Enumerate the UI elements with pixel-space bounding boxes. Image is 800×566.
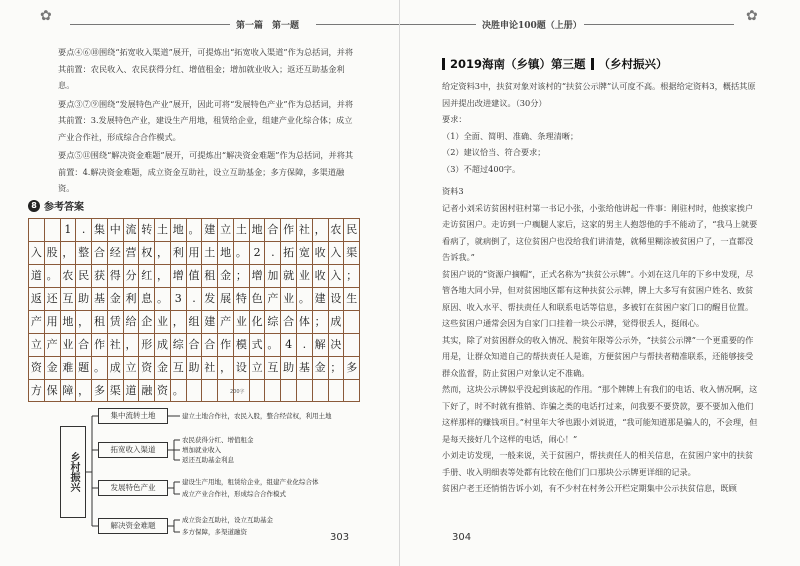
analysis-text bbox=[58, 44, 360, 197]
answer-grid-cell: 社 bbox=[297, 219, 313, 241]
mind-map-root: 乡村振兴 bbox=[60, 426, 86, 518]
answer-grid-cell: 渠 bbox=[108, 380, 124, 401]
answer-grid-cell: 组 bbox=[187, 311, 203, 333]
answer-grid-cell: 收 bbox=[313, 242, 329, 264]
flower-ornament-icon: ✿ bbox=[746, 8, 758, 24]
right-header-title: 决胜申论100题（上册） bbox=[482, 21, 582, 31]
answer-grid-cell: 用 bbox=[45, 311, 61, 333]
answer-grid-cell: 金 bbox=[313, 357, 329, 379]
answer-grid-cell: 业 bbox=[281, 288, 297, 310]
answer-grid-cell: 。 bbox=[234, 242, 250, 264]
answer-grid-cell: 互 bbox=[265, 357, 281, 379]
answer-grid-cell: 。 bbox=[92, 357, 108, 379]
answer-grid-cell: 化 bbox=[250, 311, 266, 333]
answer-grid-cell: 金 bbox=[218, 265, 234, 287]
left-page-number: 303 bbox=[330, 532, 350, 543]
answer-grid-cell: 。 bbox=[45, 265, 61, 287]
answer-grid-cell: 。 bbox=[265, 334, 281, 356]
answer-grid-cell: ， bbox=[76, 311, 92, 333]
answer-grid-cell: 合 bbox=[76, 334, 92, 356]
answer-grid-cell: 增 bbox=[171, 265, 187, 287]
answer-grid-cell: 入 bbox=[329, 265, 345, 287]
answer-grid-cell: 作 bbox=[92, 334, 108, 356]
answer-grid-cell: ， bbox=[313, 219, 329, 241]
answer-title: 参考答案 bbox=[44, 202, 84, 213]
answer-grid-cell: 利 bbox=[171, 242, 187, 264]
answer-grid-cell: ； bbox=[234, 265, 250, 287]
requirement-item: （3）不超过400字。 bbox=[442, 163, 521, 174]
answer-grid-cell: 息 bbox=[139, 288, 155, 310]
answer-grid-cell: ； bbox=[344, 265, 360, 287]
title-bar-icon bbox=[442, 58, 445, 70]
answer-grid-cell: 股 bbox=[45, 242, 61, 264]
answer-grid-cell bbox=[45, 219, 61, 241]
answer-grid-row bbox=[28, 310, 360, 333]
question-title-tag: （乡村振兴） bbox=[598, 57, 668, 71]
answer-grid-cell: ， bbox=[124, 334, 140, 356]
answer-grid-cell: . bbox=[297, 334, 313, 356]
mind-map-branch: 拓宽收入渠道 bbox=[98, 442, 168, 458]
answer-grid-cell: 民 bbox=[344, 219, 360, 241]
answer-grid-cell: 农 bbox=[329, 219, 345, 241]
answer-grid-cell: ； bbox=[313, 311, 329, 333]
mind-map-detail: 建立土地合作社，农民入股，整合经营权，利用土地 bbox=[182, 412, 332, 420]
answer-grid-cell: 色 bbox=[250, 288, 266, 310]
right-page-number: 304 bbox=[452, 532, 472, 543]
answer-grid-cell: 中 bbox=[108, 219, 124, 241]
material-label: 资料3 bbox=[442, 186, 464, 196]
right-header bbox=[400, 16, 800, 32]
answer-grid-cell: 作 bbox=[218, 334, 234, 356]
answer-grid-cell: 民 bbox=[76, 265, 92, 287]
answer-grid-cell: 作 bbox=[281, 219, 297, 241]
answer-grid-cell: 助 bbox=[76, 288, 92, 310]
right-page bbox=[400, 0, 800, 566]
answer-grid-cell: 土 bbox=[234, 219, 250, 241]
word-count-mark: 200字 bbox=[230, 389, 245, 395]
answer-grid-cell: 1 bbox=[61, 219, 77, 241]
answer-grid-cell bbox=[29, 219, 45, 241]
requirement-item: （2）建议恰当、符合要求； bbox=[442, 147, 546, 157]
answer-grid-row bbox=[28, 241, 360, 264]
answer-grid-cell: 值 bbox=[187, 265, 203, 287]
answer-grid-cell: 立 bbox=[250, 357, 266, 379]
answer-grid-row bbox=[28, 218, 360, 241]
answer-grid-cell: 融 bbox=[139, 380, 155, 401]
answer-grid-cell: 红 bbox=[139, 265, 155, 287]
answer-grid-cell: 权 bbox=[139, 242, 155, 264]
question-title-text: 2019海南（乡镇）第三题 bbox=[450, 57, 586, 71]
answer-grid-cell: 合 bbox=[281, 311, 297, 333]
answer-grid-cell: 立 bbox=[124, 357, 140, 379]
answer-grid-cell: ， bbox=[218, 357, 234, 379]
answer-grid-cell: ， bbox=[61, 242, 77, 264]
answer-grid-cell: 产 bbox=[265, 288, 281, 310]
answer-grid-cell: 业 bbox=[234, 311, 250, 333]
answer-grid-cell: 合 bbox=[92, 242, 108, 264]
answer-grid-cell: 决 bbox=[329, 334, 345, 356]
answer-grid-cell bbox=[344, 311, 360, 333]
answer-grid-cell: 式 bbox=[250, 334, 266, 356]
answer-grid-cell: 地 bbox=[218, 242, 234, 264]
answer-grid-cell: 地 bbox=[171, 219, 187, 241]
answer-grid-cell: 。 bbox=[171, 380, 187, 401]
answer-grid-cell: 渠 bbox=[344, 242, 360, 264]
answer-grid-cell: 方 bbox=[29, 380, 45, 401]
answer-grid-cell: 就 bbox=[281, 265, 297, 287]
answer-grid-cell: 业 bbox=[61, 334, 77, 356]
answer-grid-cell: 生 bbox=[344, 288, 360, 310]
answer-grid-cell: 立 bbox=[218, 219, 234, 241]
answer-grid-cell: 多 bbox=[92, 380, 108, 401]
answer-grid-cell: 展 bbox=[218, 288, 234, 310]
answer-grid-cell: 助 bbox=[281, 357, 297, 379]
answer-grid-cell: 集 bbox=[92, 219, 108, 241]
answer-grid-cell: ， bbox=[155, 242, 171, 264]
mind-map bbox=[60, 398, 360, 538]
answer-grid-cell: ， bbox=[155, 265, 171, 287]
answer-grid-cell: 解 bbox=[313, 334, 329, 356]
material-paragraph: 然而，这块公示牌似乎没起到该起的作用。“那个牌牌上有我们的电话、收入情况啊，这下好了，时不时就有推销、诈骗之类的电话打过来，问我要不要贷款，要不要加入他们这样那样的赚钱项目。”村里年大爷也跟小刘说道，“我可能知道那是骗人的，不会理，但是每天接好几个这样的电话，闹心！” bbox=[442, 384, 758, 444]
answer-grid-cell: 入 bbox=[29, 242, 45, 264]
material-paragraph: 记者小刘采访贫困村驻村第一书记小张，小张给他讲起一件事：刚驻村时，他挨家挨户走访贫困户。走访到一户瘸腿人家后，这家的男主人抱怨他的手不能动了，“我马上就要看病了，就病倒了，这位贫困户也没给我们讲清楚，就稀里糊涂被贫困户了，一直都没告诉我。” bbox=[442, 202, 758, 262]
answer-grid-cell: 。 bbox=[155, 288, 171, 310]
answer-grid-cell: 营 bbox=[124, 242, 140, 264]
answer-grid-cell: 特 bbox=[234, 288, 250, 310]
left-header-title: 第一篇 第一题 bbox=[236, 21, 300, 31]
answer-grid-cell: 成 bbox=[155, 334, 171, 356]
answer-number-badge: 8 bbox=[28, 200, 40, 212]
answer-grid-cell: 基 bbox=[297, 357, 313, 379]
answer-grid-cell: 租 bbox=[202, 265, 218, 287]
answer-grid-cell: ， bbox=[171, 311, 187, 333]
analysis-paragraph: 要点⑤⑪围绕“解决资金难题”展开，可提炼出“解决资金难题”作为总括词，并将其前置：4.解决资金难题，成立资金互助社，设立互助基金；多方保障，多渠道融资。 bbox=[58, 150, 354, 193]
answer-grid-cell: 保 bbox=[45, 380, 61, 401]
answer-grid-cell: 金 bbox=[155, 357, 171, 379]
answer-grid-cell: 租 bbox=[92, 311, 108, 333]
question-text bbox=[442, 78, 760, 497]
answer-grid-cell: 获 bbox=[92, 265, 108, 287]
flower-ornament-icon: ✿ bbox=[40, 8, 52, 24]
answer-grid-cell: 转 bbox=[139, 219, 155, 241]
analysis-paragraph: 要点④⑥⑩围绕“拓宽收入渠道”展开，可提炼出“拓宽收入渠道”作为总括词，并将其前置：农民收入、农民获得分红、增值租金；增加就业收入；返还互助基金利息。 bbox=[58, 47, 354, 90]
mind-map-detail: 农民获得分红、增值租金 增加就业收入 返还互助基金利息 bbox=[182, 436, 254, 464]
answer-grid-cell: 。 bbox=[297, 288, 313, 310]
answer-grid bbox=[28, 218, 360, 402]
answer-grid-cell: 利 bbox=[124, 288, 140, 310]
requirements-label: 要求： bbox=[442, 114, 467, 124]
answer-grid-cell: 设 bbox=[329, 288, 345, 310]
answer-grid-cell: 社 bbox=[108, 334, 124, 356]
answer-grid-row bbox=[28, 356, 360, 379]
answer-grid-cell: 分 bbox=[124, 265, 140, 287]
analysis-paragraph: 要点③⑦⑨围绕“发展特色产业”展开，因此可将“发展特色产业”作为总括词，并将其前置：3.发展特色产业，建设生产用地，租赁给企业，组建产业化综合体；成立产业合作社，形成综合合作模式。 bbox=[58, 98, 354, 142]
answer-grid-cell: 道 bbox=[29, 265, 45, 287]
answer-grid-cell: . bbox=[76, 219, 92, 241]
answer-grid-cell: 难 bbox=[61, 357, 77, 379]
answer-grid-cell: 形 bbox=[139, 334, 155, 356]
answer-grid-cell: 宽 bbox=[297, 242, 313, 264]
answer-grid-cell: 赁 bbox=[108, 311, 124, 333]
answer-grid-cell: 助 bbox=[187, 357, 203, 379]
answer-grid-cell: 立 bbox=[29, 334, 45, 356]
answer-grid-cell: 加 bbox=[265, 265, 281, 287]
answer-grid-cell: 得 bbox=[108, 265, 124, 287]
answer-grid-cell: 合 bbox=[187, 334, 203, 356]
material-paragraph: 贫困户说的“资源户摘帽”，正式名称为“扶贫公示牌”。小刘在这几年的下乡中发现，尽管各地大同小异，但对贫困地区都有这种扶贫公示牌，牌上大多写有贫困户姓名、致贫原因、收入水平、帮扶责任人和联系电话等信息，多被钉在贫困户家门口的醒目位置。这些贫困户通常会因为自家门口挂着一块公示牌，觉得很丢人，挺闹心。 bbox=[442, 268, 754, 328]
answer-grid-cell: 合 bbox=[202, 334, 218, 356]
answer-grid-cell: 建 bbox=[202, 311, 218, 333]
answer-grid-cell: 入 bbox=[329, 242, 345, 264]
answer-grid-cell: 金 bbox=[45, 357, 61, 379]
answer-grid-cell: 资 bbox=[29, 357, 45, 379]
answer-grid-cell: 返 bbox=[29, 288, 45, 310]
answer-section-title bbox=[28, 198, 84, 213]
answer-grid-cell: 收 bbox=[313, 265, 329, 287]
answer-grid-cell: 社 bbox=[202, 357, 218, 379]
answer-grid-cell: 增 bbox=[250, 265, 266, 287]
answer-grid-cell: 多 bbox=[344, 357, 360, 379]
mind-map-branch: 集中流转土地 bbox=[98, 408, 168, 424]
question-title bbox=[442, 56, 668, 72]
answer-grid-cell: 综 bbox=[265, 311, 281, 333]
answer-grid-cell: 设 bbox=[234, 357, 250, 379]
answer-grid-row bbox=[28, 333, 360, 356]
answer-grid-cell: 成 bbox=[108, 357, 124, 379]
mind-map-branch: 解决资金难题 bbox=[98, 518, 168, 534]
left-header bbox=[0, 16, 400, 32]
answer-grid-cell: 成 bbox=[329, 311, 345, 333]
answer-grid-cell: 资 bbox=[155, 380, 171, 401]
answer-grid-cell: . bbox=[187, 288, 203, 310]
answer-grid-cell: 土 bbox=[155, 219, 171, 241]
material-paragraph: 贫困户老王还悄悄告诉小刘，有不少村在村务公开栏定期集中公示扶贫信息，既顾 bbox=[442, 483, 737, 493]
answer-grid-cell: 产 bbox=[218, 311, 234, 333]
answer-grid-cell: 合 bbox=[265, 219, 281, 241]
mind-map-detail: 成立资金互助社，设立互助基金 多方保障，多渠道融资 bbox=[182, 516, 273, 536]
answer-grid-cell: 业 bbox=[297, 265, 313, 287]
answer-grid-cell: 建 bbox=[313, 288, 329, 310]
answer-grid-row bbox=[28, 287, 360, 310]
answer-grid-cell: 2 bbox=[250, 242, 266, 264]
answer-grid-cell: 互 bbox=[171, 357, 187, 379]
answer-grid-cell: 地 bbox=[250, 219, 266, 241]
answer-grid-cell: ； bbox=[329, 357, 345, 379]
answer-grid-cell: 企 bbox=[139, 311, 155, 333]
answer-grid-cell: 模 bbox=[234, 334, 250, 356]
answer-grid-cell: 产 bbox=[45, 334, 61, 356]
requirement-item: （1）全面、简明、准确、条理清晰； bbox=[442, 130, 579, 141]
answer-grid-cell: 产 bbox=[29, 311, 45, 333]
question-intro: 给定资料3中，扶贫对象对该村的“扶贫公示牌”认可度不高。根据给定资料3，概括其原因并提出改进建议。（30分） bbox=[442, 81, 756, 108]
answer-grid-cell: 。 bbox=[187, 219, 203, 241]
answer-grid-cell: 金 bbox=[108, 288, 124, 310]
answer-grid-cell: 资 bbox=[139, 357, 155, 379]
answer-grid-cell: 经 bbox=[108, 242, 124, 264]
answer-grid-cell: 互 bbox=[61, 288, 77, 310]
answer-grid-cell: 障 bbox=[61, 380, 77, 401]
answer-grid-cell: 4 bbox=[281, 334, 297, 356]
title-bar-icon bbox=[591, 58, 594, 70]
answer-grid-cell: 农 bbox=[61, 265, 77, 287]
answer-grid-cell: 地 bbox=[61, 311, 77, 333]
answer-grid-cell bbox=[344, 334, 360, 356]
answer-grid-cell: 体 bbox=[297, 311, 313, 333]
answer-grid-cell: 综 bbox=[171, 334, 187, 356]
answer-grid-cell: 建 bbox=[202, 219, 218, 241]
answer-grid-cell: 3 bbox=[171, 288, 187, 310]
answer-grid-cell: 基 bbox=[92, 288, 108, 310]
answer-grid-cell: 发 bbox=[202, 288, 218, 310]
answer-grid-cell: 整 bbox=[76, 242, 92, 264]
answer-grid-cell: 拓 bbox=[281, 242, 297, 264]
material-paragraph: 其实，除了对贫困群众的收入情况、脱贫年限等公示外，“扶贫公示牌”一个更重要的作用是，让群众知道自己的帮扶责任人是谁，方便贫困户与帮扶者精准联系，还能够接受群众监督，防止贫困户对象认定不准确。 bbox=[442, 334, 754, 378]
answer-grid-cell: 土 bbox=[202, 242, 218, 264]
material-paragraph: 小刘走访发现，一般来说，关于贫困户，帮扶责任人的相关信息，在贫困户家中的扶贫手册、收入明细表等处都有比较在他们门口那块公示牌更详细的记录。 bbox=[442, 450, 754, 477]
answer-grid-cell: 用 bbox=[187, 242, 203, 264]
mind-map-detail: 建设生产用地，租赁给企业，组建产业化综合体 成立产业合作社，形成综合合作模式 bbox=[182, 478, 319, 498]
answer-grid-row bbox=[28, 264, 360, 287]
answer-grid-cell: 道 bbox=[124, 380, 140, 401]
answer-grid-cell: 给 bbox=[124, 311, 140, 333]
answer-grid-cell: . bbox=[265, 242, 281, 264]
answer-grid-cell: 还 bbox=[45, 288, 61, 310]
mind-map-branch: 发展特色产业 bbox=[98, 480, 168, 496]
answer-grid-cell: ， bbox=[76, 380, 92, 401]
answer-grid-cell: 流 bbox=[124, 219, 140, 241]
answer-grid-cell: 题 bbox=[76, 357, 92, 379]
answer-grid-cell: 业 bbox=[155, 311, 171, 333]
